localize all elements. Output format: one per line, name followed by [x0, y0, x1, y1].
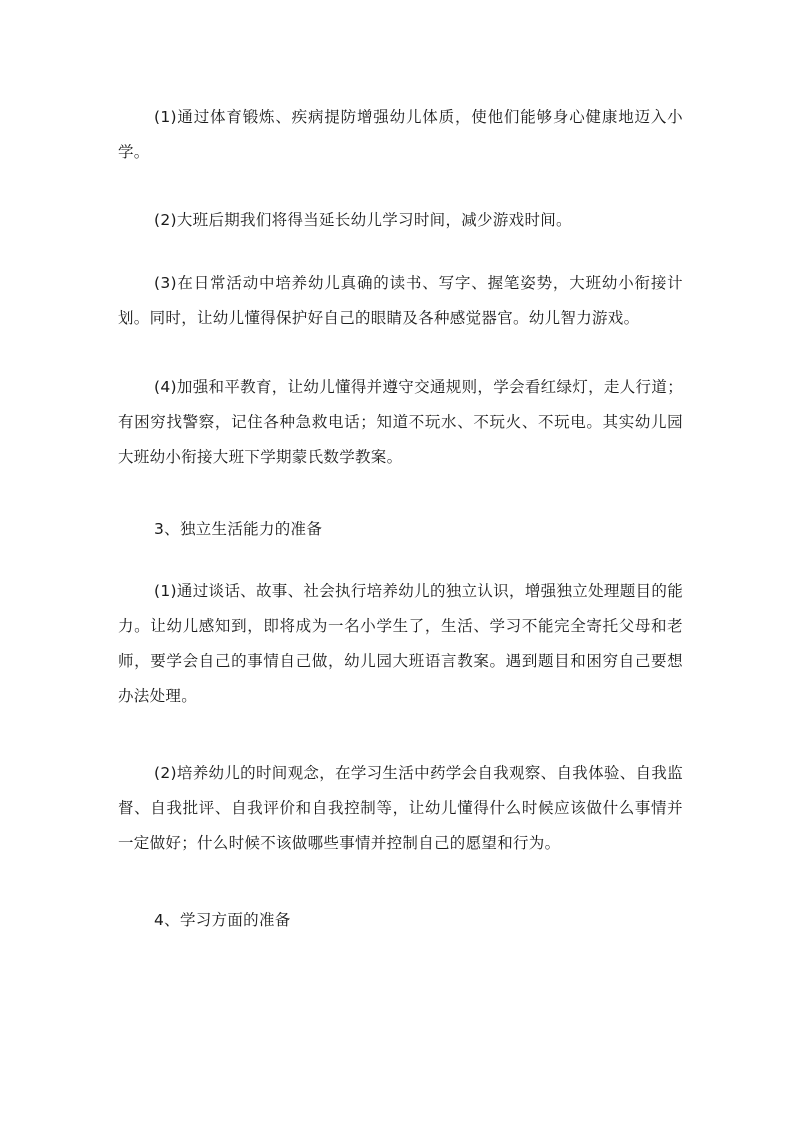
paragraph-health: (1)通过体育锻炼、疾病提防增强幼儿体质，使他们能够身心健康地迈入小学。: [118, 108, 683, 161]
section-heading-independence: 3、独立生活能力的准备: [154, 520, 323, 538]
paragraph-safety: (4)加强和平教育，让幼儿懂得并遵守交通规则，学会看红绿灯，走人行道；有困穷找警察，记住各种急救电话；知道不玩水、不玩火、不玩电。其实幼儿园大班幼小衔接大班下学期蒙氏数学教案。: [118, 378, 683, 466]
paragraph-posture: (3)在日常活动中培养幼儿真确的读书、写字、握笔姿势，大班幼小衔接计划。同时，让幼儿懂得保护好自己的眼睛及各种感觉器官。幼儿智力游戏。: [118, 274, 683, 327]
paragraph-time-concept: (2)培养幼儿的时间观念，在学习生活中药学会自我观察、自我体验、自我监督、自我批评、自我评价和自我控制等，让幼儿懂得什么时候应该做什么事情并一定做好；什么时候不该做哪些事情并控制自己的愿望和行为。: [118, 764, 683, 852]
paragraph-study-time: (2)大班后期我们将得当延长幼儿学习时间，减少游戏时间。: [154, 211, 572, 229]
section-heading-learning: 4、学习方面的准备: [154, 911, 291, 929]
paragraph-independence: (1)通过谈话、故事、社会执行培养幼儿的独立认识，增强独立处理题目的能力。让幼儿感知到，即将成为一名小学生了，生活、学习不能完全寄托父母和老师，要学会自己的事情自己做，幼儿园大班语言教案。遇到题目和困穷自己要想办法处理。: [118, 582, 683, 705]
